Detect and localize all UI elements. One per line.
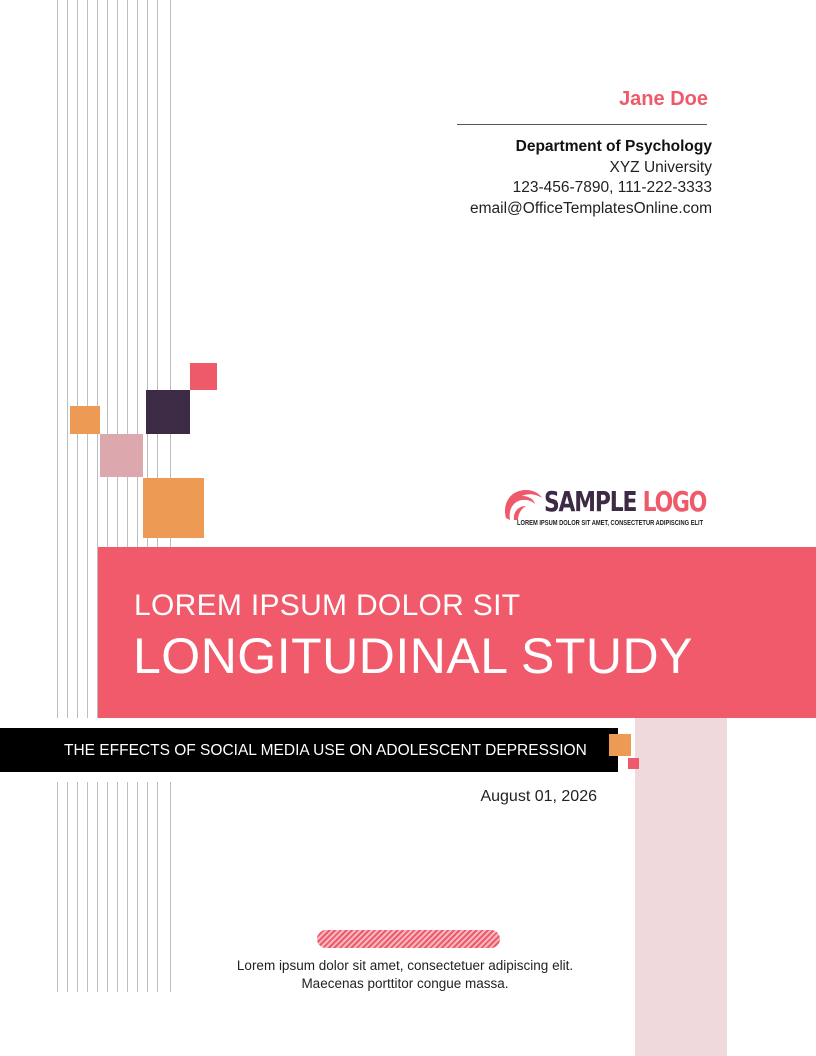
decor-striped-pill — [317, 930, 500, 948]
logo-tagline: LOREM IPSUM DOLOR SIT AMET, CONSECTETUR ADIPISCING ELIT — [517, 520, 704, 527]
email-address[interactable]: email@OfficeTemplatesOnline.com — [469, 199, 712, 217]
logo-word-logo: LOGO — [642, 485, 707, 518]
decor-square-pink-small — [190, 363, 217, 390]
decor-square-pink-accent — [628, 758, 639, 769]
logo-word-sample: SAMPLE — [544, 485, 637, 518]
report-date: August 01, 2026 — [480, 788, 597, 805]
decor-square-orange-accent — [609, 734, 631, 756]
department: Department of Psychology — [515, 138, 712, 155]
author-divider — [457, 124, 707, 125]
author-name: Jane Doe — [619, 88, 708, 110]
sample-logo — [500, 484, 716, 532]
title-banner — [98, 547, 816, 718]
logo-swoosh-icon — [500, 484, 544, 524]
title-line-2: LONGITUDINAL STUDY — [133, 628, 694, 684]
footer-line-1: Lorem ipsum dolor sit amet, consectetuer adipiscing elit. — [236, 958, 574, 973]
title-line-1: LOREM IPSUM DOLOR SIT — [134, 589, 521, 622]
footer-line-2: Maecenas porttitor congue massa. — [301, 976, 509, 991]
footer-text — [205, 957, 605, 993]
contact-block — [470, 137, 712, 219]
subtitle-text: THE EFFECTS OF SOCIAL MEDIA USE ON ADOLESCENT DEPRESSION — [64, 742, 587, 759]
phone-numbers: 123-456-7890, 111-222-3333 — [512, 179, 712, 196]
decor-square-orange-large — [143, 478, 204, 538]
logo-wordmark — [544, 486, 706, 518]
decor-square-orange-small — [70, 406, 100, 434]
decorative-lines-bottom — [57, 782, 173, 992]
decor-square-light-pink — [100, 434, 143, 477]
university: XYZ University — [609, 158, 712, 176]
decor-pink-column — [635, 718, 727, 1056]
subtitle-bar — [0, 728, 618, 772]
decor-square-plum — [146, 390, 190, 434]
